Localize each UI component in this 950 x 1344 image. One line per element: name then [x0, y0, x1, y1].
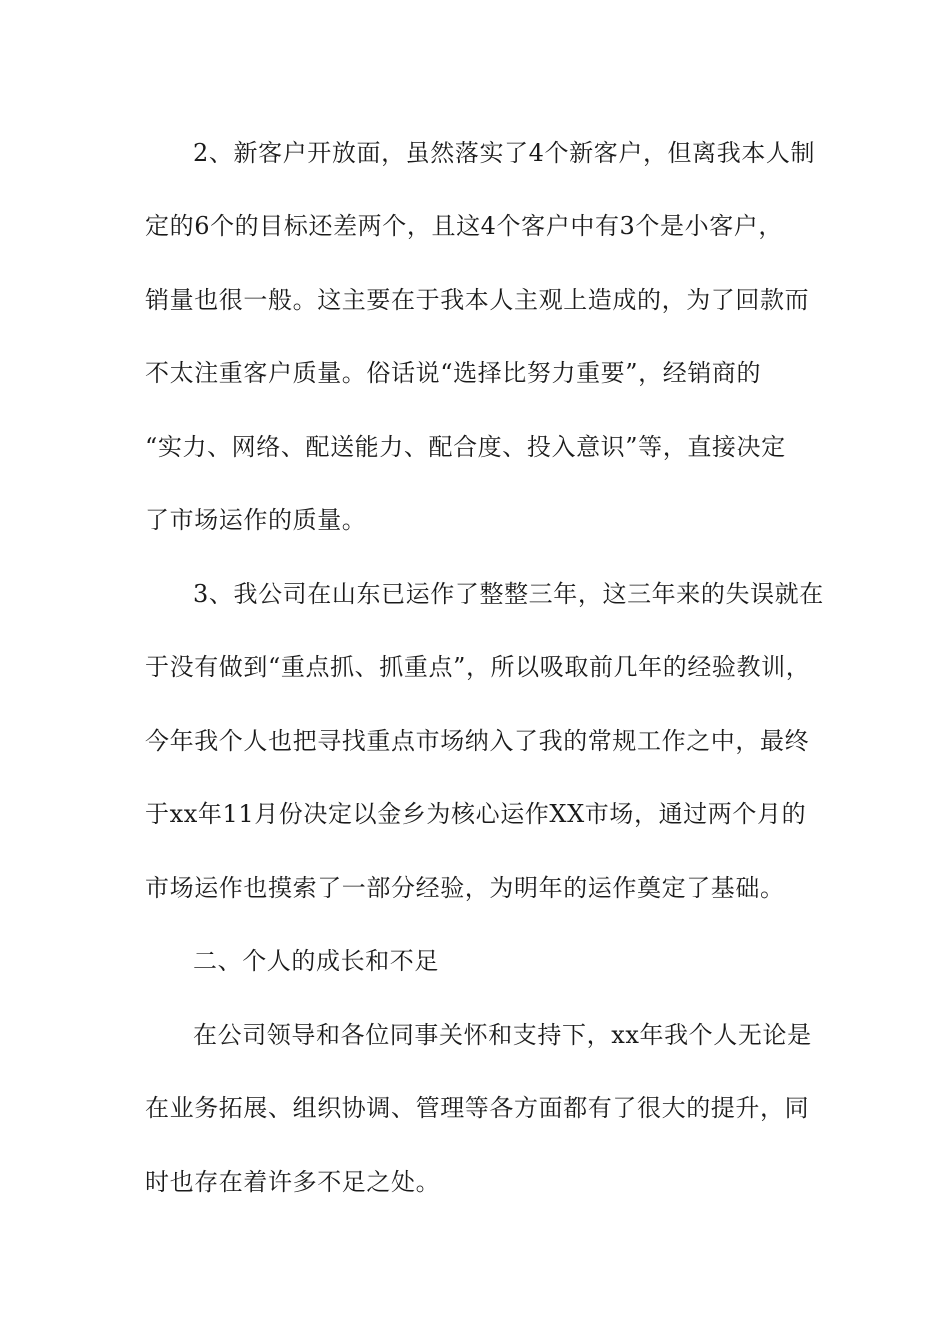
text-line: 3、我公司在山东已运作了整整三年，这三年来的失误就在 — [193, 580, 824, 608]
text-line: 于没有做到“重点抓、抓重点”，所以吸取前几年的经验教训， — [145, 653, 811, 681]
text-line: 于xx年11月份决定以金乡为核心运作XX市场，通过两个月的 — [145, 800, 807, 828]
text-line: 今年我个人也把寻找重点市场纳入了我的常规工作之中，最终 — [145, 727, 810, 755]
text-line: 不太注重客户质量。俗话说“选择比努力重要”，经销商的 — [145, 359, 762, 387]
text-line: 在公司领导和各位同事关怀和支持下，xx年我个人无论是 — [193, 1021, 812, 1049]
text-line: 时也存在着许多不足之处。 — [145, 1168, 441, 1196]
section-heading: 二、个人的成长和不足 — [193, 947, 439, 975]
text-line: 了市场运作的质量。 — [145, 506, 367, 534]
text-line: 定的6个的目标还差两个，且这4个客户中有3个是小客户， — [145, 212, 784, 240]
text-line: 销量也很一般。这主要在于我本人主观上造成的，为了回款而 — [145, 286, 810, 314]
text-line: 2、新客户开放面，虽然落实了4个新客户，但离我本人制 — [193, 139, 816, 167]
text-line: 在业务拓展、组织协调、管理等各方面都有了很大的提升，同 — [145, 1094, 810, 1122]
text-line: “实力、网络、配送能力、配合度、投入意识”等，直接决定 — [145, 433, 786, 461]
text-line: 市场运作也摸索了一部分经验，为明年的运作奠定了基础。 — [145, 874, 785, 902]
